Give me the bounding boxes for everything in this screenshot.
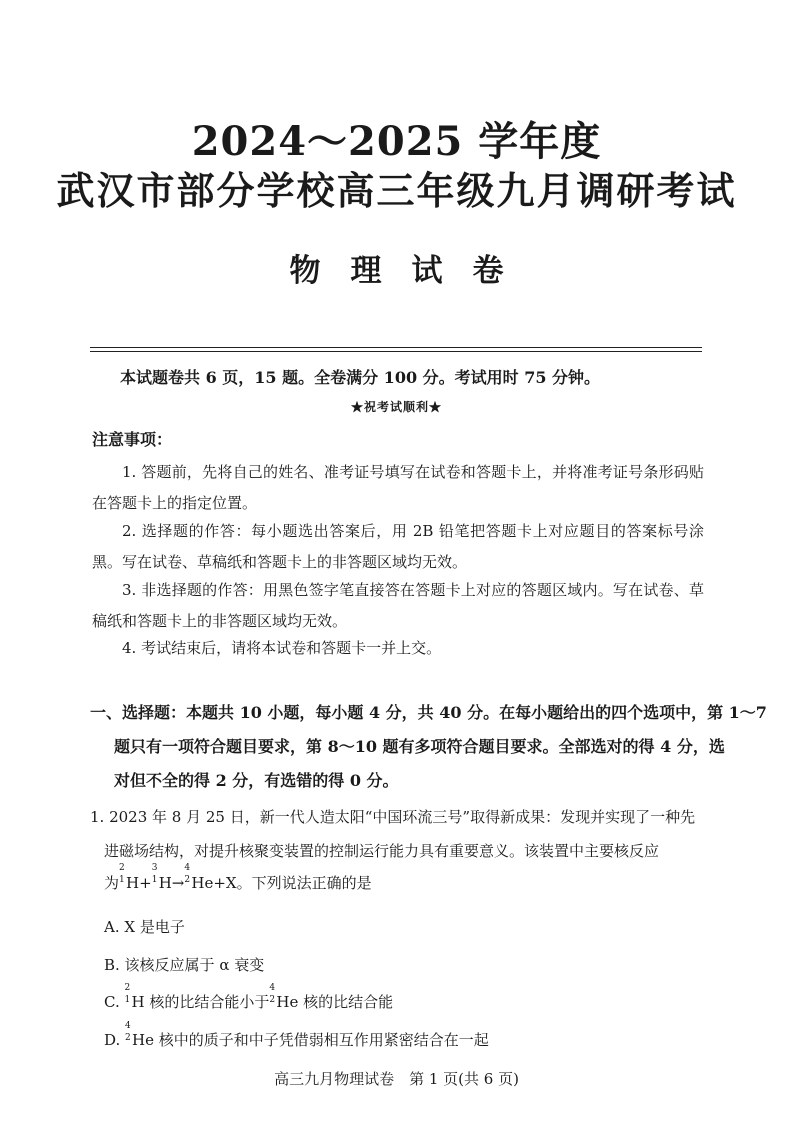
option-b: B. 该核反应属于 α 衰变: [104, 956, 265, 974]
plus-sign: +: [139, 874, 152, 892]
section-1-line-3: 对但不全的得 2 分，有选错的得 0 分。: [114, 771, 399, 790]
question-1-line-3: [104, 863, 724, 899]
option-c-nuclide-helium: 4 2 He: [269, 983, 299, 1011]
question-1-line-1: 1. 2023 年 8 月 25 日，新一代人造太阳“中国环流三号”取得新成果：发现并实现了一种先: [90, 808, 696, 826]
subject-title: 物理试卷: [289, 253, 534, 289]
section-1-instructions: [90, 696, 767, 798]
nuclide-helium: 4 2 He: [184, 863, 214, 892]
option-d: D. 4 2 He 核中的质子和中子凭借弱相互作用紧密结合在一起: [104, 1025, 489, 1055]
note-item-4: 4. 考试结束后，请将本试卷和答题卡一并上交。: [122, 639, 442, 657]
option-c-nuclide-deuterium: 2 1 H: [124, 983, 145, 1011]
academic-year-title: 2024～2025 学年度: [191, 118, 602, 165]
header-divider-top: [90, 347, 702, 348]
note-item-2: 2. 选择题的作答：每小题选出答案后，用 2B 铅笔把答题卡上对应题目的答案标号涂黑。写在试卷、草稿纸和答题卡上的非答题区域均无效。: [92, 522, 704, 571]
note-item-3: 3. 非选择题的作答：用黑色签字笔直接答在答题卡上对应的答题区域内。写在试卷、草稿纸和答题卡上的非答题区域均无效。: [92, 581, 704, 630]
reaction-arrow: →: [171, 874, 185, 892]
section-1-line-1: 一、选择题：本题共 10 小题，每小题 4 分，共 40 分。在每小题给出的四个选项中，第 1～7: [90, 703, 767, 722]
question-1-line-2: 进磁场结构，对提升核聚变装置的控制运行能力具有重要意义。该装置中主要核反应: [104, 842, 660, 860]
reaction-prefix: 为: [104, 874, 120, 892]
exam-intro: 本试题卷共 6 页，15 题。全卷满分 100 分。考试用时 75 分钟。: [120, 368, 601, 387]
page-footer: 高三九月物理试卷 第 1 页(共 6 页): [274, 1070, 519, 1088]
nuclide-tritium: 3 1 H: [151, 863, 172, 892]
option-d-nuclide-helium: 4 2 He: [125, 1021, 154, 1049]
note-item-1: 1. 答题前，先将自己的姓名、准考证号填写在试卷和答题卡上，并将准考证号条形码贴在答题卡上的指定位置。: [92, 463, 704, 512]
nuclide-deuterium: 2 1 H: [119, 863, 140, 892]
section-1-line-2: 题只有一项符合题目要求，第 8～10 题有多项符合题目要求。全部选对的得 4 分，选: [114, 737, 725, 756]
option-c: C. 2 1 H 核的比结合能小于 4 2 He 核的比结合能: [104, 987, 393, 1017]
good-luck-text: ★祝考试顺利★: [350, 400, 442, 414]
option-a: A. X 是电子: [104, 918, 185, 936]
header-divider-bottom: [90, 351, 702, 352]
notes-title: 注意事项：: [92, 430, 173, 449]
exam-title: 武汉市部分学校高三年级九月调研考试: [56, 168, 737, 213]
reaction-tail: +X。下列说法正确的是: [213, 874, 372, 892]
